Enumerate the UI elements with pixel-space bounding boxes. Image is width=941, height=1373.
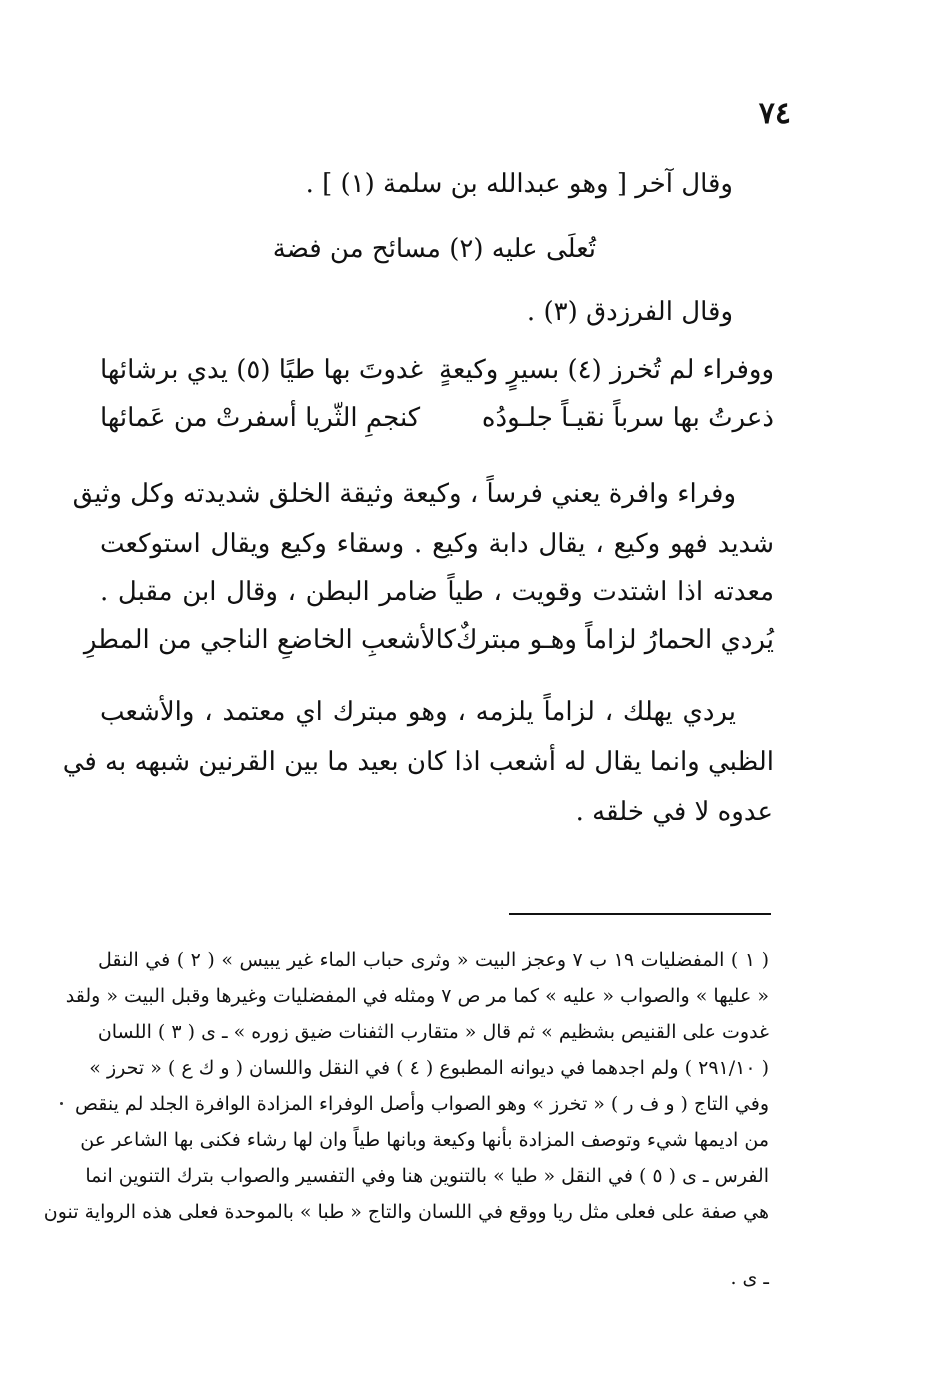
- scan-speck: [60, 1102, 63, 1105]
- page-number: ٧٤: [758, 96, 791, 131]
- paragraph-line: عدوه لا في خلقه .: [575, 797, 773, 827]
- verse-first-hemistich: ذعرتُ بها سرباً نقيـاً جلـودُه: [481, 403, 774, 433]
- footnote-line: ( ١ ) المفضليات ١٩ ب ٧ وعجز البيت « وثرى حباب الماء غير يبيس » ( ٢ ) في النقل: [98, 949, 770, 971]
- verse-second-hemistich: غدوتَ بها طيًا (٥) يدي برشائها: [100, 355, 424, 385]
- footnote-line: الفرس ـ ى ( ٥ ) في النقل « طيا » بالتنوين هنا وفي التفسير والصواب بترك التنوين انما: [85, 1165, 769, 1187]
- intro-line: وقال آخر [ وهو عبدالله بن سلمة (١) ] .: [305, 169, 733, 199]
- footnote-line: « عليها » والصواب « عليه » كما مر ص ٧ ومثله في المفضليات وغيرها وقبل البيت « ولقد: [65, 985, 769, 1007]
- verse-first-hemistich: ووفراء لم تُخرز (٤) بسيرٍ وكيعةٍ: [439, 355, 774, 385]
- verse-line: [100, 398, 774, 438]
- verse-line: [100, 350, 774, 390]
- footnote-line: وفي التاج ( و ف ر ) « تخرز » وهو الصواب وأصل الوفراء المزادة الوافرة الجلد لم ينقص: [74, 1093, 769, 1115]
- verse-first-hemistich: يُردي الحمارُ لزاماً وهـو مبتركٌ: [455, 625, 774, 655]
- paragraph-line: شديد فهو وكيع ، يقال دابة وكيع . وسقاء وكيع ويقال استوكعت: [100, 529, 774, 559]
- paragraph-line: الظبي وانما يقال له أشعب اذا كان بعيد ما بين القرنين شبهه به في: [62, 747, 774, 777]
- verse-line: [83, 620, 774, 660]
- verse-second-hemistich: كالأشعبِ الخاضعِ الناجي من المطرِ: [83, 625, 456, 655]
- footnote-line: هي صفة على فعلى مثل ريا ووقع في اللسان والتاج « طبا » بالموحدة فعلى هذه الرواية تنون: [43, 1201, 769, 1223]
- footnote-line: ـ ى .: [730, 1267, 769, 1289]
- footnote-line: غدوت على القنيص بشظيم » ثم قال « متقارب الثفنات ضيق زوره » ـ ى ( ٣ ) اللسان: [97, 1021, 769, 1043]
- intro-verse: تُعلَى عليه (٢) مسائح من فضة: [272, 234, 596, 264]
- intro-line: وقال الفرزدق (٣) .: [526, 297, 733, 327]
- footnote-line: ( ٢٩١/١٠ ) ولم اجدهما في ديوانه المطبوع ( ٤ ) في النقل واللسان ( و ك ع ) « تحرز »: [89, 1057, 769, 1079]
- paragraph-line: يردي يهلك ، لزاماً يلزمه ، وهو مبترك اي معتمد ، والأشعب: [100, 697, 736, 727]
- footnote-separator: [509, 913, 771, 915]
- paragraph-line: معدته اذا اشتدت وقويت ، طياً ضامر البطن ، وقال ابن مقبل .: [100, 577, 774, 607]
- paragraph-line: وفراء وافرة يعني فرساً ، وكيعة وثيقة الخلق شديدته وكل وثيق: [72, 479, 736, 509]
- footnote-line: من اديمها شيء وتوصف المزادة بأنها وكيعة وبانها طياً وان لها رشاء فكنى بها الشاعر عن: [80, 1129, 769, 1151]
- verse-second-hemistich: كنجمِ الثّريا أسفرتْ من عَمائها: [100, 403, 421, 433]
